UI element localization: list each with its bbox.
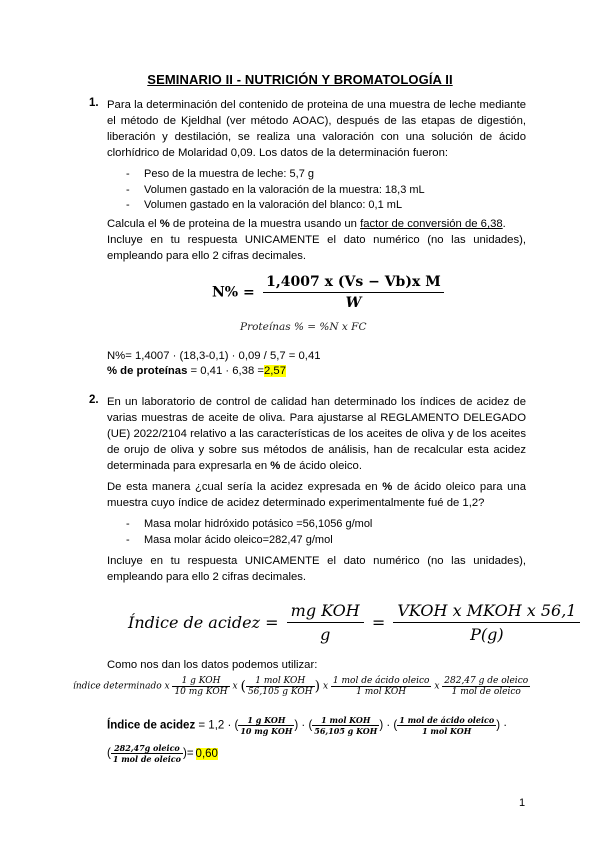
q2-final-calc: Índice de acidez = 1,2 · ( $\frac{\text{1 g KOH}}{\text{10 mg KOH}}$ ) · ( $\frac{\text{1 mol KOH}}{\text{56,105 g KOH}}$ ) · ( $\frac{\text{1 mol de ácido oleico}}{\text{1 mol KOH}}$ ) · bbox=[107, 715, 508, 736]
q2-bullet-1: - Masa molar hidróxido potásico =56,1056 g/mol bbox=[126, 518, 373, 530]
q1-calc-line: N%= 1,4007 · (18,3-0,1) · 0,09 / 5,7 = 0,41 bbox=[107, 350, 321, 362]
question-1-line-4: clorhídrico de Molaridad 0,09. Los datos de la determinación fueron: bbox=[107, 147, 448, 159]
question-2-line-5: determinada para expresarla en % de ácido oleico. bbox=[107, 460, 362, 472]
q1-bullet-1: - Peso de la muestra de leche: 5,7 g bbox=[126, 168, 314, 180]
question-2-number: 2. bbox=[89, 394, 99, 406]
q1-calc-instruction: Calcula el % de proteina de la muestra usando un factor de conversión de 6,38. bbox=[107, 218, 506, 230]
question-2-line-4: de orujo de oliva y sobre sus métodos de análisis, han de recalcular esta acidez bbox=[107, 444, 526, 456]
q2-question-line-2: muestra cuyo índice de acidez determinado experimentalmente fué de 1,2? bbox=[107, 497, 485, 509]
question-1-line-3: liberación y destilación, se realiza una valoración con una solución de ácido bbox=[107, 131, 526, 143]
q2-datos-line: Como nos dan los datos podemos utilizar: bbox=[107, 659, 318, 671]
q2-instruction-line-1: Incluye en tu respuesta UNICAMENTE el dato numérico (no las unidades), bbox=[107, 555, 526, 567]
question-2-line-3: (UE) 2022/2104 relativo a las características de los aceites de oliva y de los aceites bbox=[107, 428, 526, 440]
q1-instruction-line-2: empleando para ello 2 cifras decimales. bbox=[107, 250, 307, 262]
q2-final-calc-cont: ( $\frac{\text{282,47g oleico}}{\text{1 mol de oleico}}$ )= 0,60 bbox=[107, 743, 218, 764]
q1-bullet-2: - Volumen gastado en la valoración de la muestra: 18,3 mL bbox=[126, 184, 425, 196]
q2-question-line-1: De esta manera ¿cual sería la acidez expresada en % de ácido oleico para una bbox=[107, 481, 526, 493]
q1-result-value: 2,57 bbox=[263, 365, 286, 377]
q1-result-line: % de proteínas = 0,41 · 6,38 =2,57 bbox=[107, 365, 286, 377]
question-1-number: 1. bbox=[89, 97, 99, 109]
q1-bullet-3: - Volumen gastado en la valoración del blanco: 0,1 mL bbox=[126, 199, 403, 211]
q1-instruction-line-1: Incluye en tu respuesta UNICAMENTE el dato numérico (no las unidades), bbox=[107, 234, 526, 246]
q1-formula: N% = $\frac{\text{1,4007 x (Vs − Vb)x M}}{W}$ bbox=[212, 274, 444, 311]
question-1-line-1: Para la determinación del contenido de proteina de una muestra de leche mediante bbox=[107, 99, 526, 111]
q2-formula: Índice de acidez = $\frac{\text{mg KOH}}{g}$ = $\frac{\text{VKOH x MKOH x 56,1}}{P(g)}$ bbox=[128, 601, 580, 644]
page-number: 1 bbox=[519, 797, 526, 809]
q1-formula-protein: Proteínas % = %N x FC bbox=[240, 321, 367, 333]
q2-conversion-chain: índice determinado x $\frac{\text{1 g KOH}}{\text{10 mg KOH}}$ x ( $\frac{\text{1 mol KOH}}{\text{56,105 g KOH}}$ ) x $\frac{\text{1 mol de ácido oleico}}{\text{1 mol KOH}}$ x $\frac{\text{282,47 g de oleico}}{\text{1 mol de oleico}}$ bbox=[73, 676, 529, 697]
q2-result-value: 0,60 bbox=[195, 747, 218, 760]
question-1-line-2: el método de Kjeldhal (ver método AOAC), después de las etapas de digestión, bbox=[107, 115, 526, 127]
question-2-line-1: En un laboratorio de control de calidad han determinado los índices de acidez de bbox=[107, 396, 526, 408]
q2-bullet-2: - Masa molar ácido oleico=282,47 g/mol bbox=[126, 534, 333, 546]
question-2-line-2: varias muestras de aceite de oliva. Para ajustarse al REGLAMENTO DELEGADO bbox=[107, 412, 526, 424]
page-title: SEMINARIO II - NUTRICIÓN Y BROMATOLOGÍA II bbox=[147, 72, 453, 87]
q2-instruction-line-2: empleando para ello 2 cifras decimales. bbox=[107, 571, 307, 583]
